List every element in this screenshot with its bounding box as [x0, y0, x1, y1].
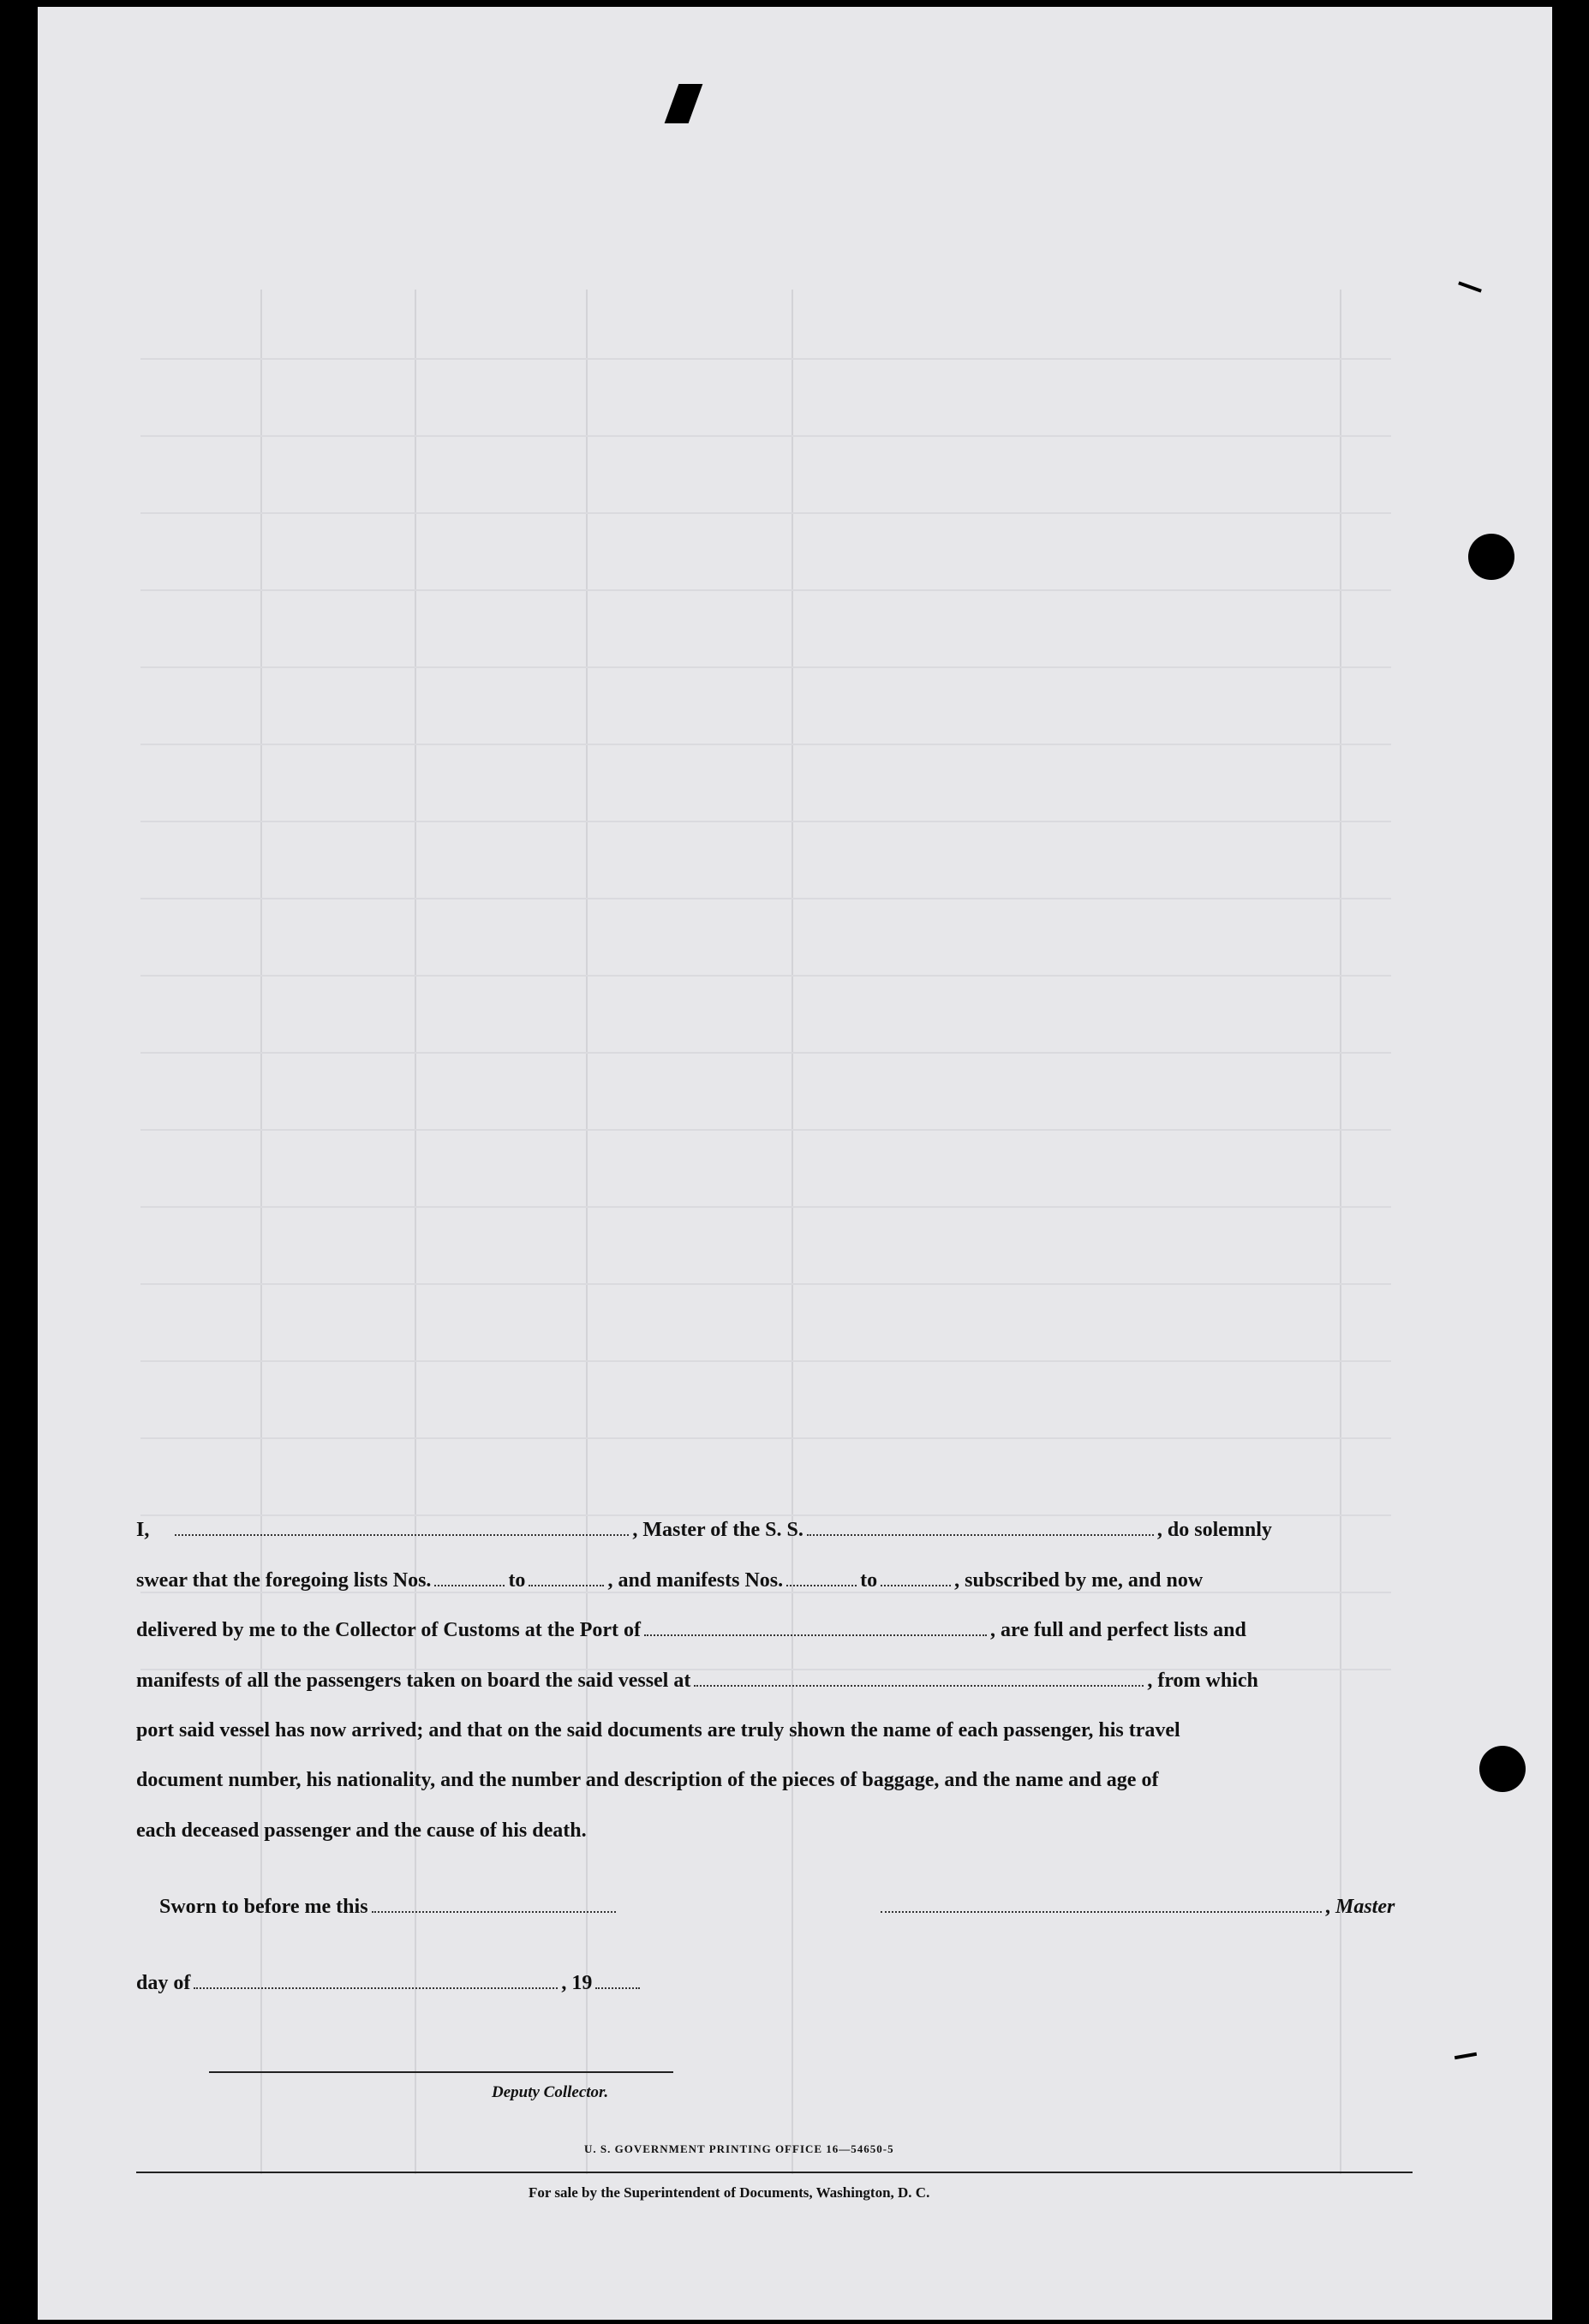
oath-line-3: delivered by me to the Collector of Customs at the Port of , are full and perfect lists and	[136, 1619, 1246, 1641]
oath-line-6: document number, his nationality, and the number and description of the pieces of baggage, and the name and age of	[136, 1769, 1159, 1791]
master-signature-line: , Master	[877, 1894, 1460, 1920]
gpo-imprint: U. S. GOVERNMENT PRINTING OFFICE 16—54650-5	[584, 2142, 894, 2155]
sworn-line: Sworn to before me this	[159, 1894, 1478, 1920]
oath-line-1: I, , Master of the S. S. , do solemnly	[136, 1519, 1272, 1541]
ghost-table	[140, 290, 1391, 2174]
punch-hole	[1479, 1746, 1526, 1792]
day-line: day of , 19	[136, 1970, 1455, 1996]
oath-line-7: each deceased passenger and the cause of his death.	[136, 1819, 587, 1842]
ink-mark	[665, 84, 703, 123]
deputy-collector-label: Deputy Collector.	[492, 2083, 609, 2101]
punch-hole	[1468, 534, 1514, 580]
oath-line-5: port said vessel has now arrived; and that on the said documents are truly shown the name of each passenger, his travel	[136, 1719, 1180, 1742]
oath-line-4: manifests of all the passengers taken on board the said vessel at , from which	[136, 1670, 1258, 1692]
edge-tick	[1458, 281, 1482, 292]
oath-i-label: I,	[136, 1519, 150, 1541]
oath-line-2: swear that the foregoing lists Nos. to , and manifests Nos. to , subscribed by me, and now	[136, 1569, 1204, 1592]
manifest-page	[38, 7, 1552, 2320]
for-sale-note: For sale by the Superintendent of Documents, Washington, D. C.	[529, 2184, 930, 2201]
master-label: Master	[1335, 1896, 1395, 1918]
deputy-signature-rule	[209, 2071, 673, 2073]
edge-tick	[1455, 2052, 1477, 2059]
footer-rule	[136, 2172, 1413, 2173]
